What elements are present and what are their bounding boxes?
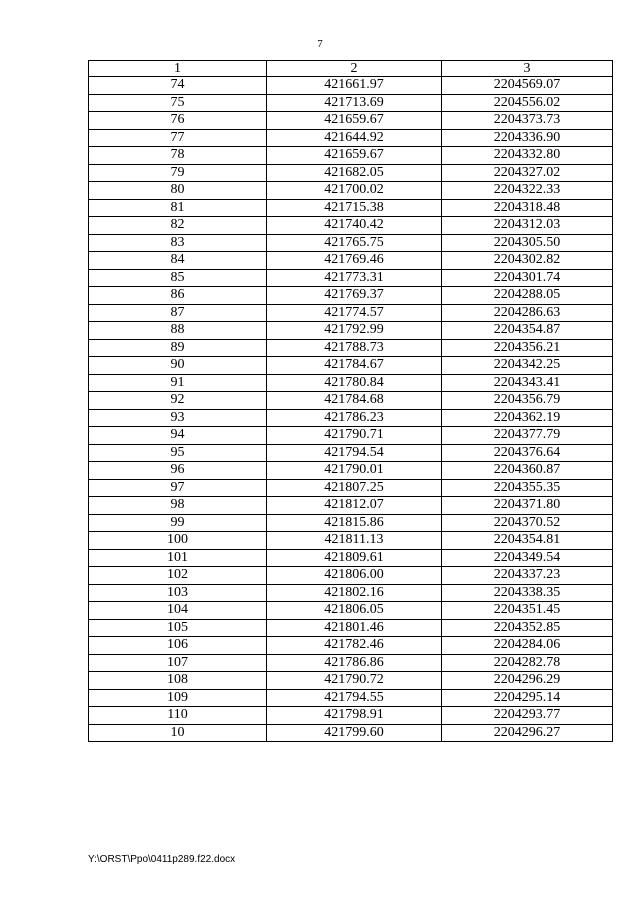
table-row: [89, 94, 613, 112]
y-coordinate-cell: 2204371.80: [442, 497, 613, 515]
x-coordinate-cell: 421715.38: [267, 199, 442, 217]
point-number-cell: 74: [89, 77, 267, 95]
x-coordinate-cell: 421792.99: [267, 322, 442, 340]
x-coordinate-cell: 421740.42: [267, 217, 442, 235]
table-row: [89, 77, 613, 95]
y-coordinate-cell: 2204569.07: [442, 77, 613, 95]
table-row: [89, 619, 613, 637]
table-row: [89, 444, 613, 462]
x-coordinate-cell: 421790.72: [267, 672, 442, 690]
table-row: [89, 322, 613, 340]
x-coordinate-cell: 421769.37: [267, 287, 442, 305]
point-number-cell: 88: [89, 322, 267, 340]
table-row: [89, 672, 613, 690]
y-coordinate-cell: 2204355.35: [442, 479, 613, 497]
x-coordinate-cell: 421659.67: [267, 112, 442, 130]
y-coordinate-cell: 2204284.06: [442, 637, 613, 655]
y-coordinate-cell: 2204373.73: [442, 112, 613, 130]
x-coordinate-cell: 421790.01: [267, 462, 442, 480]
point-number-cell: 80: [89, 182, 267, 200]
y-coordinate-cell: 2204337.23: [442, 567, 613, 585]
x-coordinate-cell: 421700.02: [267, 182, 442, 200]
y-coordinate-cell: 2204338.35: [442, 584, 613, 602]
point-number-cell: 99: [89, 514, 267, 532]
table-row: [89, 689, 613, 707]
x-coordinate-cell: 421794.55: [267, 689, 442, 707]
y-coordinate-cell: 2204288.05: [442, 287, 613, 305]
table-row: [89, 707, 613, 725]
table-row: [89, 339, 613, 357]
y-coordinate-cell: 2204356.21: [442, 339, 613, 357]
table-row: [89, 637, 613, 655]
y-coordinate-cell: 2204351.45: [442, 602, 613, 620]
point-number-cell: 96: [89, 462, 267, 480]
x-coordinate-cell: 421799.60: [267, 724, 442, 742]
x-coordinate-cell: 421780.84: [267, 374, 442, 392]
point-number-cell: 103: [89, 584, 267, 602]
table-row: [89, 584, 613, 602]
y-coordinate-cell: 2204360.87: [442, 462, 613, 480]
point-number-cell: 93: [89, 409, 267, 427]
y-coordinate-cell: 2204370.52: [442, 514, 613, 532]
point-number-cell: 10: [89, 724, 267, 742]
x-coordinate-cell: 421682.05: [267, 164, 442, 182]
x-coordinate-cell: 421809.61: [267, 549, 442, 567]
x-coordinate-cell: 421644.92: [267, 129, 442, 147]
x-coordinate-cell: 421773.31: [267, 269, 442, 287]
x-coordinate-cell: 421812.07: [267, 497, 442, 515]
point-number-cell: 84: [89, 252, 267, 270]
y-coordinate-cell: 2204295.14: [442, 689, 613, 707]
point-number-cell: 85: [89, 269, 267, 287]
table-row: [89, 567, 613, 585]
y-coordinate-cell: 2204362.19: [442, 409, 613, 427]
x-coordinate-cell: 421786.23: [267, 409, 442, 427]
table-row: [89, 462, 613, 480]
table-row: [89, 532, 613, 550]
y-coordinate-cell: 2204352.85: [442, 619, 613, 637]
y-coordinate-cell: 2204377.79: [442, 427, 613, 445]
y-coordinate-cell: 2204282.78: [442, 654, 613, 672]
x-coordinate-cell: 421782.46: [267, 637, 442, 655]
table-row: [89, 602, 613, 620]
y-coordinate-cell: 2204305.50: [442, 234, 613, 252]
x-coordinate-cell: 421815.86: [267, 514, 442, 532]
point-number-cell: 98: [89, 497, 267, 515]
table-row: [89, 217, 613, 235]
x-coordinate-cell: 421774.57: [267, 304, 442, 322]
point-number-cell: 82: [89, 217, 267, 235]
point-number-cell: 97: [89, 479, 267, 497]
point-number-cell: 75: [89, 94, 267, 112]
y-coordinate-cell: 2204327.02: [442, 164, 613, 182]
x-coordinate-cell: 421806.05: [267, 602, 442, 620]
point-number-cell: 92: [89, 392, 267, 410]
x-coordinate-cell: 421798.91: [267, 707, 442, 725]
table-row: [89, 182, 613, 200]
y-coordinate-cell: 2204336.90: [442, 129, 613, 147]
y-coordinate-cell: 2204354.87: [442, 322, 613, 340]
point-number-cell: 94: [89, 427, 267, 445]
table-row: [89, 514, 613, 532]
table-row: [89, 409, 613, 427]
column-header-1: 1: [89, 61, 267, 77]
table-row: [89, 199, 613, 217]
x-coordinate-cell: 421786.86: [267, 654, 442, 672]
y-coordinate-cell: 2204296.29: [442, 672, 613, 690]
x-coordinate-cell: 421790.71: [267, 427, 442, 445]
table-row: [89, 724, 613, 742]
point-number-cell: 106: [89, 637, 267, 655]
table-row: [89, 147, 613, 165]
table-row: [89, 654, 613, 672]
point-number-cell: 102: [89, 567, 267, 585]
table-row: [89, 287, 613, 305]
table-body: [89, 77, 613, 742]
y-coordinate-cell: 2204301.74: [442, 269, 613, 287]
y-coordinate-cell: 2204376.64: [442, 444, 613, 462]
y-coordinate-cell: 2204293.77: [442, 707, 613, 725]
point-number-cell: 78: [89, 147, 267, 165]
point-number-cell: 100: [89, 532, 267, 550]
table-row: [89, 427, 613, 445]
coordinates-table: [88, 60, 613, 742]
point-number-cell: 110: [89, 707, 267, 725]
x-coordinate-cell: 421784.68: [267, 392, 442, 410]
point-number-cell: 87: [89, 304, 267, 322]
y-coordinate-cell: 2204318.48: [442, 199, 613, 217]
point-number-cell: 76: [89, 112, 267, 130]
y-coordinate-cell: 2204556.02: [442, 94, 613, 112]
point-number-cell: 86: [89, 287, 267, 305]
x-coordinate-cell: 421806.00: [267, 567, 442, 585]
x-coordinate-cell: 421794.54: [267, 444, 442, 462]
x-coordinate-cell: 421765.75: [267, 234, 442, 252]
point-number-cell: 109: [89, 689, 267, 707]
x-coordinate-cell: 421659.67: [267, 147, 442, 165]
x-coordinate-cell: 421807.25: [267, 479, 442, 497]
column-header-3: 3: [442, 61, 613, 77]
point-number-cell: 83: [89, 234, 267, 252]
point-number-cell: 108: [89, 672, 267, 690]
point-number-cell: 107: [89, 654, 267, 672]
x-coordinate-cell: 421784.67: [267, 357, 442, 375]
x-coordinate-cell: 421713.69: [267, 94, 442, 112]
table-row: [89, 374, 613, 392]
y-coordinate-cell: 2204354.81: [442, 532, 613, 550]
y-coordinate-cell: 2204286.63: [442, 304, 613, 322]
point-number-cell: 77: [89, 129, 267, 147]
table-row: [89, 357, 613, 375]
x-coordinate-cell: 421661.97: [267, 77, 442, 95]
page-number: 7: [317, 38, 323, 50]
footer-file-path: Y:\ORST\Ppo\0411p289.f22.docx: [88, 854, 236, 865]
table-row: [89, 497, 613, 515]
x-coordinate-cell: 421811.13: [267, 532, 442, 550]
point-number-cell: 79: [89, 164, 267, 182]
table-row: [89, 392, 613, 410]
x-coordinate-cell: 421801.46: [267, 619, 442, 637]
table-row: [89, 164, 613, 182]
x-coordinate-cell: 421769.46: [267, 252, 442, 270]
table-row: [89, 269, 613, 287]
table-row: [89, 234, 613, 252]
y-coordinate-cell: 2204322.33: [442, 182, 613, 200]
table-header-row: [89, 61, 613, 77]
table-row: [89, 112, 613, 130]
table-row: [89, 304, 613, 322]
point-number-cell: 89: [89, 339, 267, 357]
y-coordinate-cell: 2204343.41: [442, 374, 613, 392]
x-coordinate-cell: 421802.16: [267, 584, 442, 602]
y-coordinate-cell: 2204349.54: [442, 549, 613, 567]
table-row: [89, 252, 613, 270]
y-coordinate-cell: 2204332.80: [442, 147, 613, 165]
point-number-cell: 90: [89, 357, 267, 375]
x-coordinate-cell: 421788.73: [267, 339, 442, 357]
column-header-2: 2: [267, 61, 442, 77]
y-coordinate-cell: 2204342.25: [442, 357, 613, 375]
point-number-cell: 104: [89, 602, 267, 620]
y-coordinate-cell: 2204312.03: [442, 217, 613, 235]
table-row: [89, 479, 613, 497]
y-coordinate-cell: 2204296.27: [442, 724, 613, 742]
y-coordinate-cell: 2204356.79: [442, 392, 613, 410]
y-coordinate-cell: 2204302.82: [442, 252, 613, 270]
table-row: [89, 129, 613, 147]
table-row: [89, 549, 613, 567]
point-number-cell: 105: [89, 619, 267, 637]
point-number-cell: 101: [89, 549, 267, 567]
point-number-cell: 91: [89, 374, 267, 392]
point-number-cell: 81: [89, 199, 267, 217]
point-number-cell: 95: [89, 444, 267, 462]
